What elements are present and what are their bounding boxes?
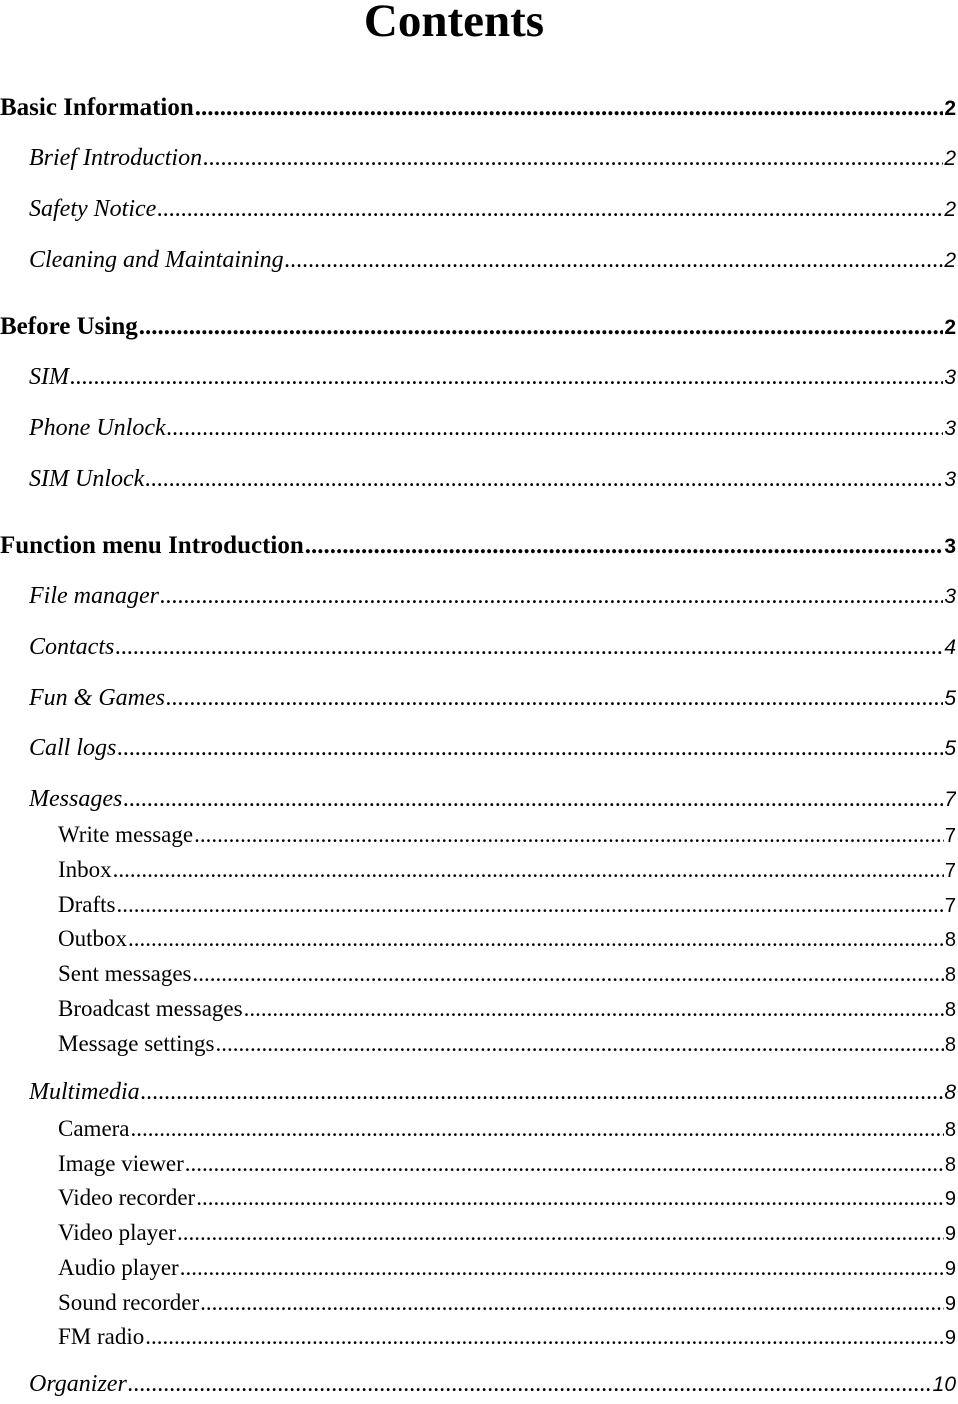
- toc-entry-call-logs[interactable]: [29, 735, 956, 769]
- toc-entry-image-viewer[interactable]: [58, 1151, 956, 1181]
- toc-entry-page: 2: [944, 316, 956, 339]
- toc-leader-dots: [196, 1185, 944, 1211]
- toc-leader-dots: [160, 583, 943, 610]
- toc-entry-label: Write message: [58, 822, 194, 847]
- toc-leader-dots: [128, 1371, 932, 1398]
- toc-entry-label: Function menu Introduction: [0, 532, 304, 559]
- toc-entry-inbox[interactable]: [58, 857, 956, 887]
- toc-entry-page: 7: [944, 895, 956, 917]
- toc-leader-dots: [216, 1031, 944, 1057]
- toc-entry-brief-introduction[interactable]: [29, 145, 956, 179]
- toc-entry-label: Organizer: [29, 1371, 127, 1397]
- toc-entry-label: Safety Notice: [29, 196, 157, 222]
- toc-entry-page: 9: [944, 1223, 956, 1245]
- toc-entry-page: 3: [944, 585, 956, 608]
- toc-entry-label: Messages: [29, 786, 123, 812]
- toc-leader-dots: [70, 364, 943, 391]
- toc-entry-page: 4: [944, 636, 956, 659]
- toc-leader-dots: [128, 926, 944, 952]
- toc-entry-video-player[interactable]: [58, 1220, 956, 1250]
- toc-leader-dots: [115, 634, 943, 661]
- toc-entry-page: 3: [944, 535, 956, 558]
- toc-entry-label: Multimedia: [29, 1079, 140, 1105]
- toc-entry-page: 2: [944, 198, 956, 221]
- toc-entry-page: 8: [944, 1081, 956, 1104]
- toc-entry-basic-information[interactable]: [0, 94, 956, 128]
- toc-entry-fm-radio[interactable]: [58, 1324, 956, 1354]
- toc-entry-cleaning-and-maintaining[interactable]: [29, 247, 956, 281]
- toc-leader-dots: [177, 1220, 944, 1246]
- toc-entry-label: Cleaning and Maintaining: [29, 247, 284, 273]
- toc-entry-label: Fun & Games: [29, 685, 165, 711]
- toc-entry-messages[interactable]: [29, 786, 956, 820]
- toc-leader-dots: [244, 996, 944, 1022]
- toc-entry-camera[interactable]: [58, 1116, 956, 1146]
- toc-entry-page: 3: [944, 417, 956, 440]
- toc-entry-write-message[interactable]: [58, 822, 956, 852]
- toc-entry-audio-player[interactable]: [58, 1255, 956, 1285]
- toc-entry-label: FM radio: [58, 1324, 145, 1349]
- toc-entry-label: Outbox: [58, 926, 127, 951]
- toc-entry-label: Drafts: [58, 892, 116, 917]
- toc-entry-file-manager[interactable]: [29, 583, 956, 617]
- toc-entry-page: 5: [944, 737, 956, 760]
- toc-entry-label: Sent messages: [58, 961, 192, 986]
- toc-entry-fun-and-games[interactable]: [29, 685, 956, 719]
- toc-entry-safety-notice[interactable]: [29, 196, 956, 230]
- toc-entry-page: 2: [944, 249, 956, 272]
- toc-entry-sent-messages[interactable]: [58, 961, 956, 991]
- toc-entry-page: 8: [944, 1154, 956, 1176]
- toc-entry-page: 2: [944, 97, 956, 120]
- toc-entry-label: Inbox: [58, 857, 112, 882]
- toc-leader-dots: [166, 685, 943, 712]
- toc-leader-dots: [157, 196, 943, 223]
- toc-leader-dots: [193, 961, 944, 987]
- toc-entry-page: 10: [932, 1373, 956, 1396]
- toc-leader-dots: [139, 313, 944, 341]
- toc-entry-label: SIM: [29, 364, 69, 390]
- toc-entry-organizer[interactable]: [29, 1371, 956, 1404]
- toc-entry-label: Broadcast messages: [58, 996, 243, 1021]
- toc-entry-page: 7: [944, 825, 956, 847]
- toc-entry-page: 9: [944, 1258, 956, 1280]
- toc-leader-dots: [180, 1255, 944, 1281]
- toc-entry-page: 3: [944, 468, 956, 491]
- toc-leader-dots: [305, 532, 944, 560]
- toc-entry-page: 3: [944, 366, 956, 389]
- toc-entry-sound-recorder[interactable]: [58, 1290, 956, 1320]
- toc-leader-dots: [123, 786, 943, 813]
- toc-entry-label: Sound recorder: [58, 1290, 200, 1315]
- toc-entry-page: 8: [944, 999, 956, 1021]
- toc-entry-label: Video recorder: [58, 1185, 196, 1210]
- toc-leader-dots: [203, 145, 943, 172]
- toc-entry-page: 8: [944, 929, 956, 951]
- toc-entry-video-recorder[interactable]: [58, 1185, 956, 1215]
- toc-leader-dots: [285, 247, 944, 274]
- toc-leader-dots: [113, 857, 944, 883]
- toc-entry-page: 8: [944, 964, 956, 986]
- toc-entry-label: Call logs: [29, 735, 117, 761]
- toc-leader-dots: [145, 466, 943, 493]
- toc-entry-sim[interactable]: [29, 364, 956, 398]
- toc-entry-label: Contacts: [29, 634, 115, 660]
- toc-leader-dots: [141, 1079, 944, 1106]
- toc-entry-page: 2: [944, 147, 956, 170]
- toc-leader-dots: [185, 1151, 944, 1177]
- toc-leader-dots: [194, 822, 944, 848]
- toc-entry-label: Phone Unlock: [29, 415, 166, 441]
- toc-entry-page: 9: [944, 1293, 956, 1315]
- toc-entry-page: 7: [944, 788, 956, 811]
- toc-leader-dots: [116, 892, 943, 918]
- toc-entry-broadcast-messages[interactable]: [58, 996, 956, 1026]
- toc-leader-dots: [117, 735, 943, 762]
- toc-entry-sim-unlock[interactable]: [29, 466, 956, 500]
- toc-entry-multimedia[interactable]: [29, 1079, 956, 1113]
- toc-entry-label: Before Using: [0, 313, 138, 340]
- toc-entry-page: 9: [944, 1188, 956, 1210]
- toc-entry-page: 8: [944, 1119, 956, 1141]
- toc-entry-page: 7: [944, 860, 956, 882]
- toc-entry-function-menu-introduction[interactable]: [0, 532, 956, 566]
- toc-leader-dots: [167, 415, 944, 442]
- toc-entry-label: File manager: [29, 583, 159, 609]
- toc-leader-dots: [200, 1290, 944, 1316]
- page-title: Contents: [363, 0, 545, 47]
- toc-entry-label: Basic Information: [0, 94, 194, 121]
- toc-entry-label: Image viewer: [58, 1151, 184, 1176]
- toc-entry-label: Audio player: [58, 1255, 179, 1280]
- toc-entry-page: 9: [944, 1327, 956, 1349]
- toc-entry-page: 8: [944, 1034, 956, 1056]
- toc-entry-label: SIM Unlock: [29, 466, 145, 492]
- toc-entry-message-settings[interactable]: [58, 1031, 956, 1061]
- toc-entry-drafts[interactable]: [58, 892, 956, 922]
- toc-entry-label: Video player: [58, 1220, 177, 1245]
- toc-entry-outbox[interactable]: [58, 926, 956, 956]
- toc-entry-before-using[interactable]: [0, 313, 956, 347]
- toc-entry-contacts[interactable]: [29, 634, 956, 668]
- toc-entry-phone-unlock[interactable]: [29, 415, 956, 449]
- toc-entry-page: 5: [944, 687, 956, 710]
- toc-entry-label: Camera: [58, 1116, 130, 1141]
- toc-leader-dots: [195, 94, 944, 122]
- toc-leader-dots: [145, 1324, 944, 1350]
- toc-entry-label: Brief Introduction: [29, 145, 203, 171]
- toc-leader-dots: [131, 1116, 944, 1142]
- toc-entry-label: Message settings: [58, 1031, 215, 1056]
